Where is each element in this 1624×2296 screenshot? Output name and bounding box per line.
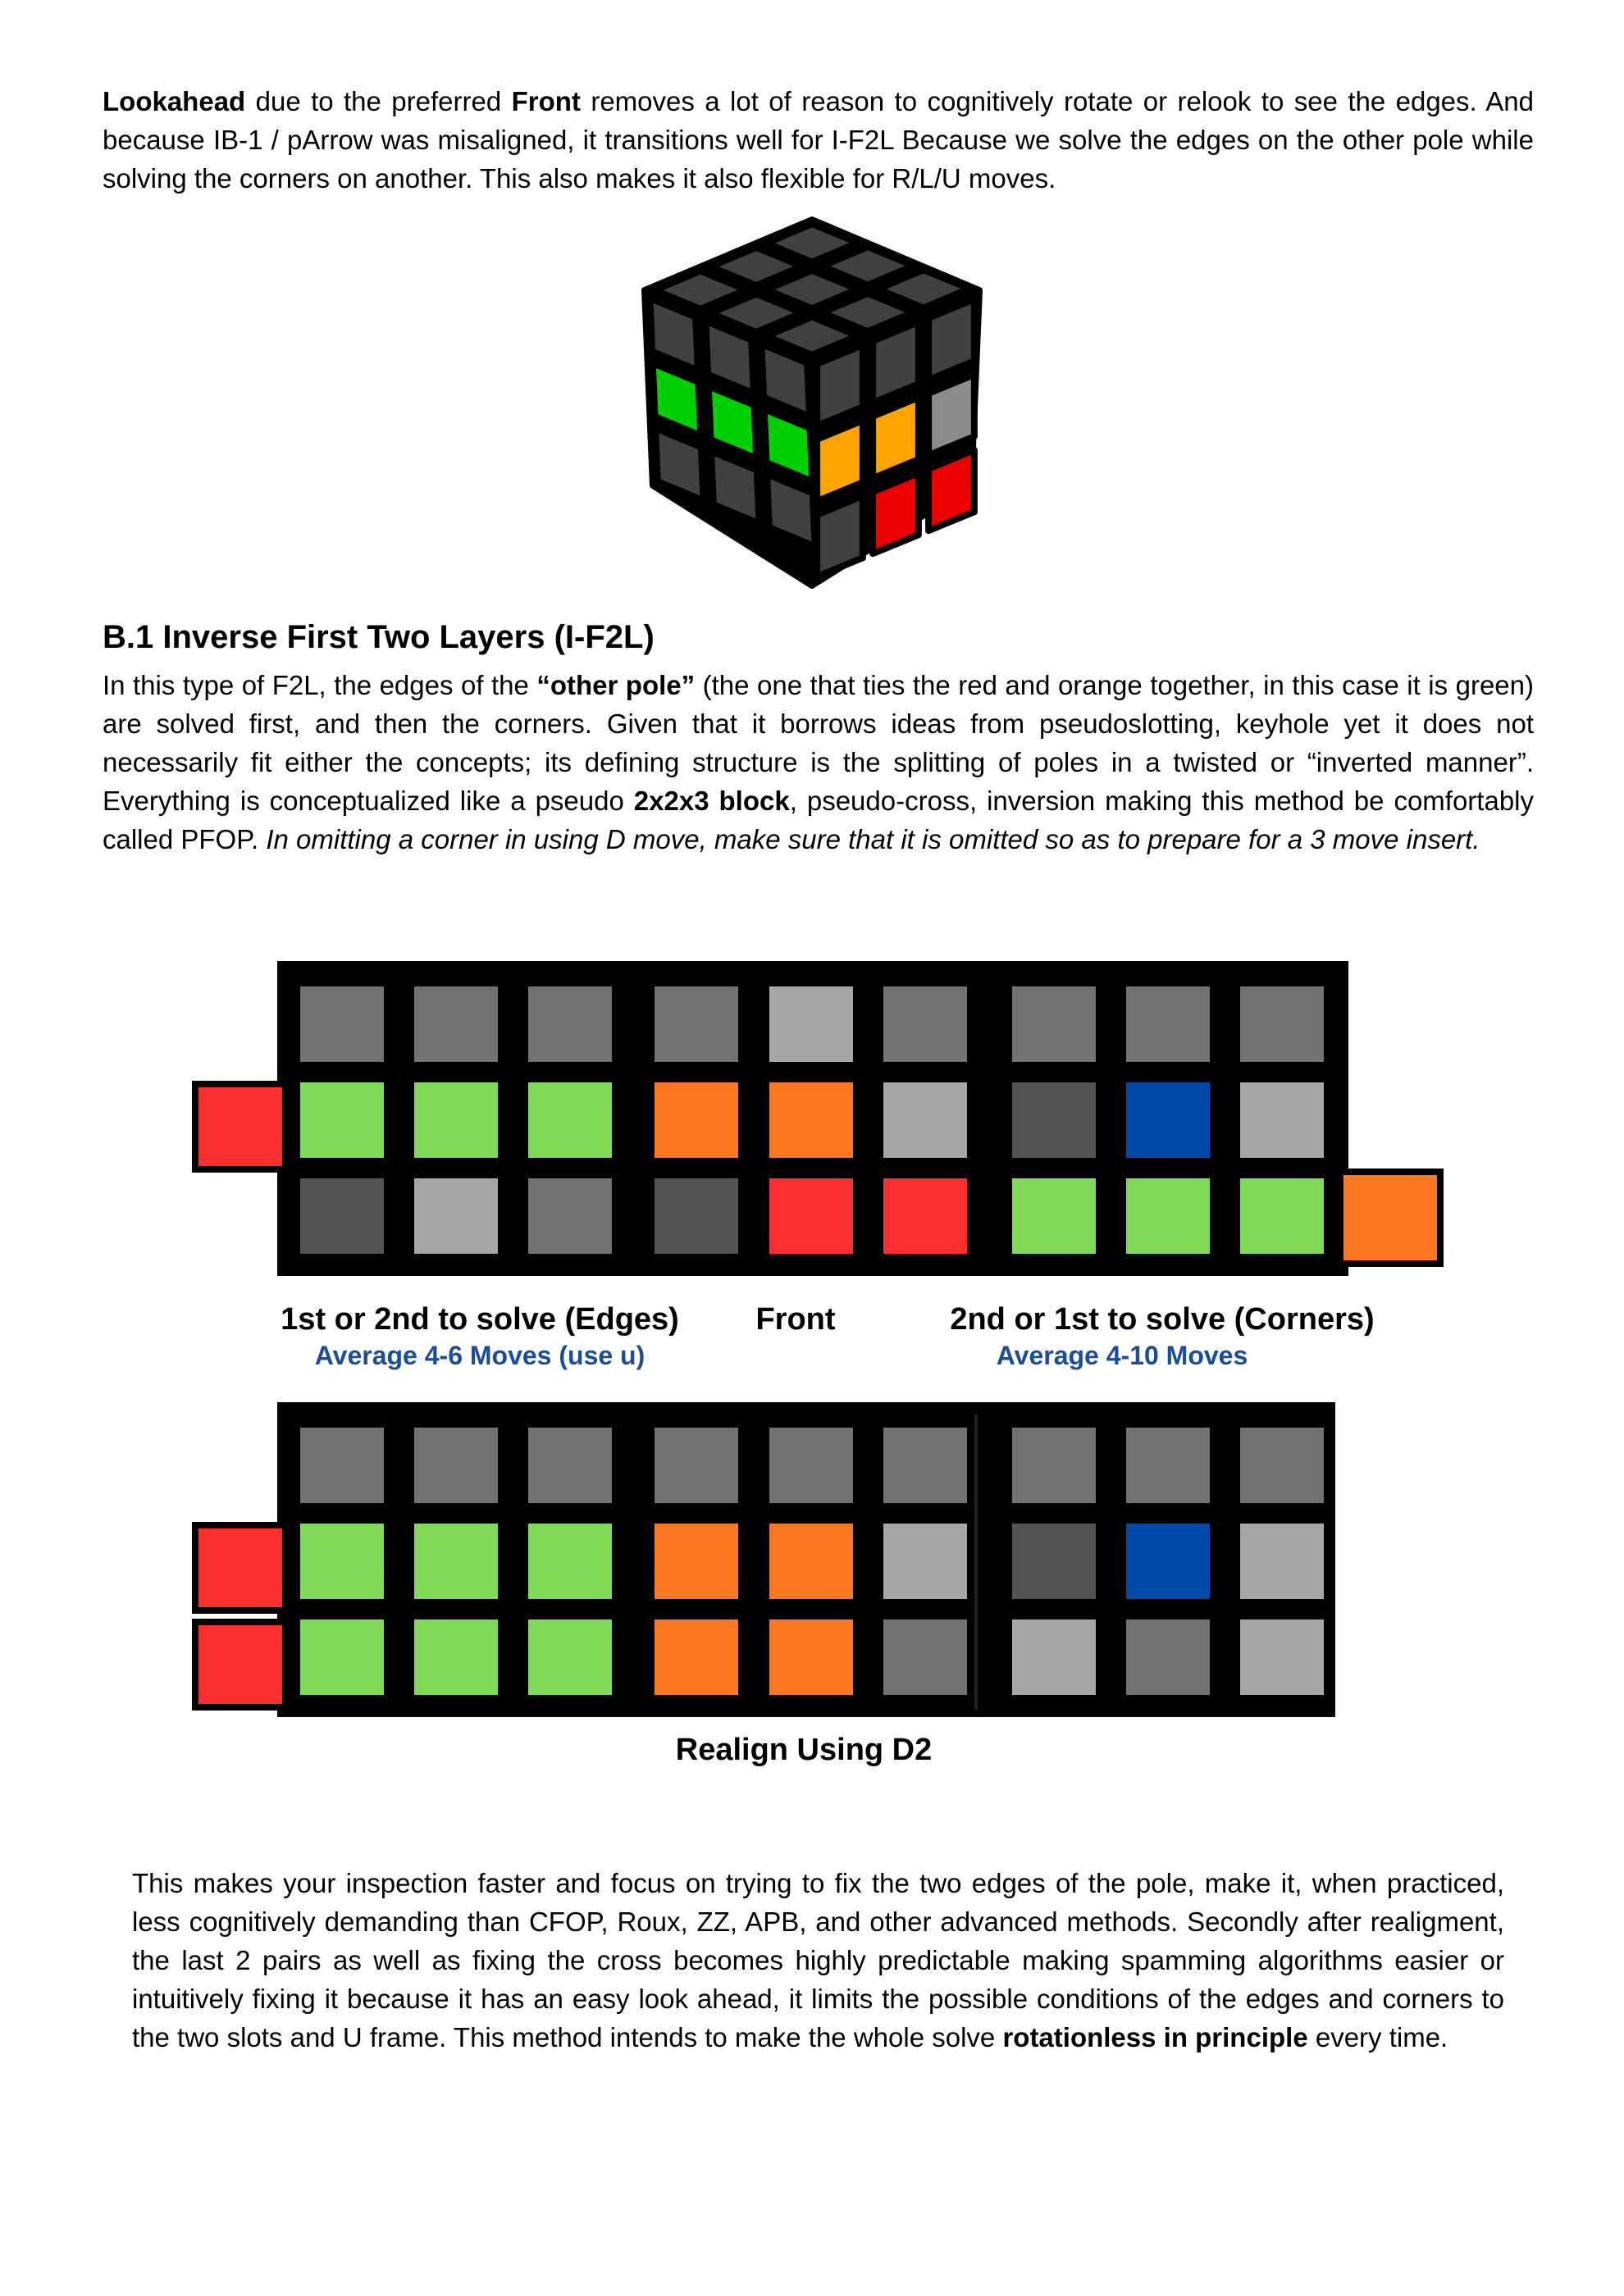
diagram-1-tile [528,1178,612,1254]
diagram-2-tile [300,1428,384,1503]
diagram-2-tile [1126,1620,1210,1695]
other-pole-term: “other pole” [536,670,696,700]
diagram-1-tile [528,986,612,1062]
diagram-1-tile [528,1082,612,1158]
diagram-1-tile [883,986,967,1062]
section-text-1: In this type of F2L, the edges of the [103,670,537,700]
diagram-1-tile [300,1178,384,1254]
diagram-1-tile [769,1082,853,1158]
diagram-1-side-tile-right [1337,1168,1444,1267]
diagram-2-tile [1012,1620,1096,1695]
caption-realign: Realign Using D2 [675,1733,933,1767]
diagram-2-tile [1126,1428,1210,1503]
diagram-1-tile [655,986,738,1062]
diagram-2-tile [769,1524,853,1599]
intro-text-2: removes a lot of reason to cognitively rotate or relook to see the edges. And because IB-1 / pArrow was misaligned, it transitions well for I-F2L Because we solve the edges on the other pole while solving the corners on another. This also makes it also flexible for R/L/U moves. [103,86,1534,194]
diagram-1-tile [1240,1178,1324,1254]
intro-paragraph [103,82,1534,198]
diagram-1-tile [655,1082,738,1158]
diagram-2-side-tile-left [192,1522,289,1614]
diagram-2-tile [769,1428,853,1503]
diagram-1-tile [414,986,498,1062]
intro-text-1: due to the preferred [245,86,512,116]
cube-illustration [640,215,984,592]
diagram-2-tile [528,1524,612,1599]
diagram-2-tile [655,1428,738,1503]
diagram-2-tile [528,1620,612,1695]
diagram-2-tile [414,1620,498,1695]
diagram-1-side-tile-left [192,1081,289,1173]
section-italic-note: In omitting a corner in using D move, make sure that it is omitted so as to prepare for a 3 move insert. [266,824,1480,854]
subcaption-corners: Average 4-10 Moves [996,1341,1248,1370]
closing-text-2: every time. [1307,2022,1448,2052]
diagram-1-tile [300,1082,384,1158]
closing-paragraph [132,1864,1504,2057]
diagram-2-tile [528,1428,612,1503]
diagram-1-tile [769,986,853,1062]
diagram-1-tile [1126,1082,1210,1158]
diagram-2-tile [300,1620,384,1695]
diagram-1-tile [1012,1082,1096,1158]
caption-front: Front [755,1302,836,1337]
closing-text-1: This makes your inspection faster and focus on trying to fix the two edges of the pole, make it, when practiced, less cognitively demanding than CFOP, Roux, ZZ, APB, and other advanced methods. Secondly after realigment, the last 2 pairs as well as fixing the cross becomes highly predictable making spamming algorithms easier or intuitively fixing it because it has an easy look ahead, it limits the possible conditions of the edges and corners to the two slots and U frame. This method intends to make the whole solve [132,1868,1504,2052]
diagram-2-tile [883,1524,967,1599]
diagram-1-tile [655,1178,738,1254]
section-heading: B.1 Inverse First Two Layers (I-F2L) [103,619,655,655]
diagram-1-tile [414,1178,498,1254]
front-term: Front [511,86,581,116]
diagram-2-tile [1240,1428,1324,1503]
section-paragraph [103,666,1534,859]
diagram-2-tile [655,1620,738,1695]
caption-edges: 1st or 2nd to solve (Edges) [281,1302,679,1337]
section-text-3: , pseudo-cross, inversion making this method be comfortably called PFOP. [103,786,1535,854]
diagram-2-tile [883,1428,967,1503]
diagram-1-tile [883,1082,967,1158]
diagram-2-tile [1012,1428,1096,1503]
diagram-1-tile [1012,986,1096,1062]
diagram-2-tile [1240,1620,1324,1695]
diagram-2-tile [300,1524,384,1599]
rotationless-term: rotationless in principle [1002,2022,1308,2052]
diagram-2-tile [414,1524,498,1599]
diagram-1-tile [1012,1178,1096,1254]
diagram-1-tile [769,1178,853,1254]
block-term: 2x2x3 block [633,786,790,816]
diagram-1-tile [300,986,384,1062]
lookahead-term: Lookahead [103,86,246,116]
diagram-1-tile [1126,1178,1210,1254]
diagram-1-tile [883,1178,967,1254]
diagram-2-tile [655,1524,738,1599]
diagram-2-tile [1240,1524,1324,1599]
diagram-2-tile [769,1620,853,1695]
diagram-2-separator [974,1414,978,1710]
diagram-2-tile [1126,1524,1210,1599]
diagram-1-tile [1240,1082,1324,1158]
diagram-2-tile [414,1428,498,1503]
diagram-1-tile [414,1082,498,1158]
subcaption-edges: Average 4-6 Moves (use u) [314,1341,645,1370]
diagram-2-tile [883,1620,967,1695]
section-text-2: (the one that ties the red and orange together, in this case it is green) are solved first, and then the corners. Given that it borrows ideas from pseudoslotting, keyhole yet it does not necessarily fit either the concepts; its defining structure is the splitting of poles in a twisted or “inverted manner”. Everything is conceptualized like a pseudo [103,670,1534,816]
caption-corners: 2nd or 1st to solve (Corners) [950,1302,1375,1337]
diagram-2-side-tile-left [192,1619,289,1711]
diagram-2-tile [1012,1524,1096,1599]
diagram-1-tile [1126,986,1210,1062]
diagram-1-tile [1240,986,1324,1062]
